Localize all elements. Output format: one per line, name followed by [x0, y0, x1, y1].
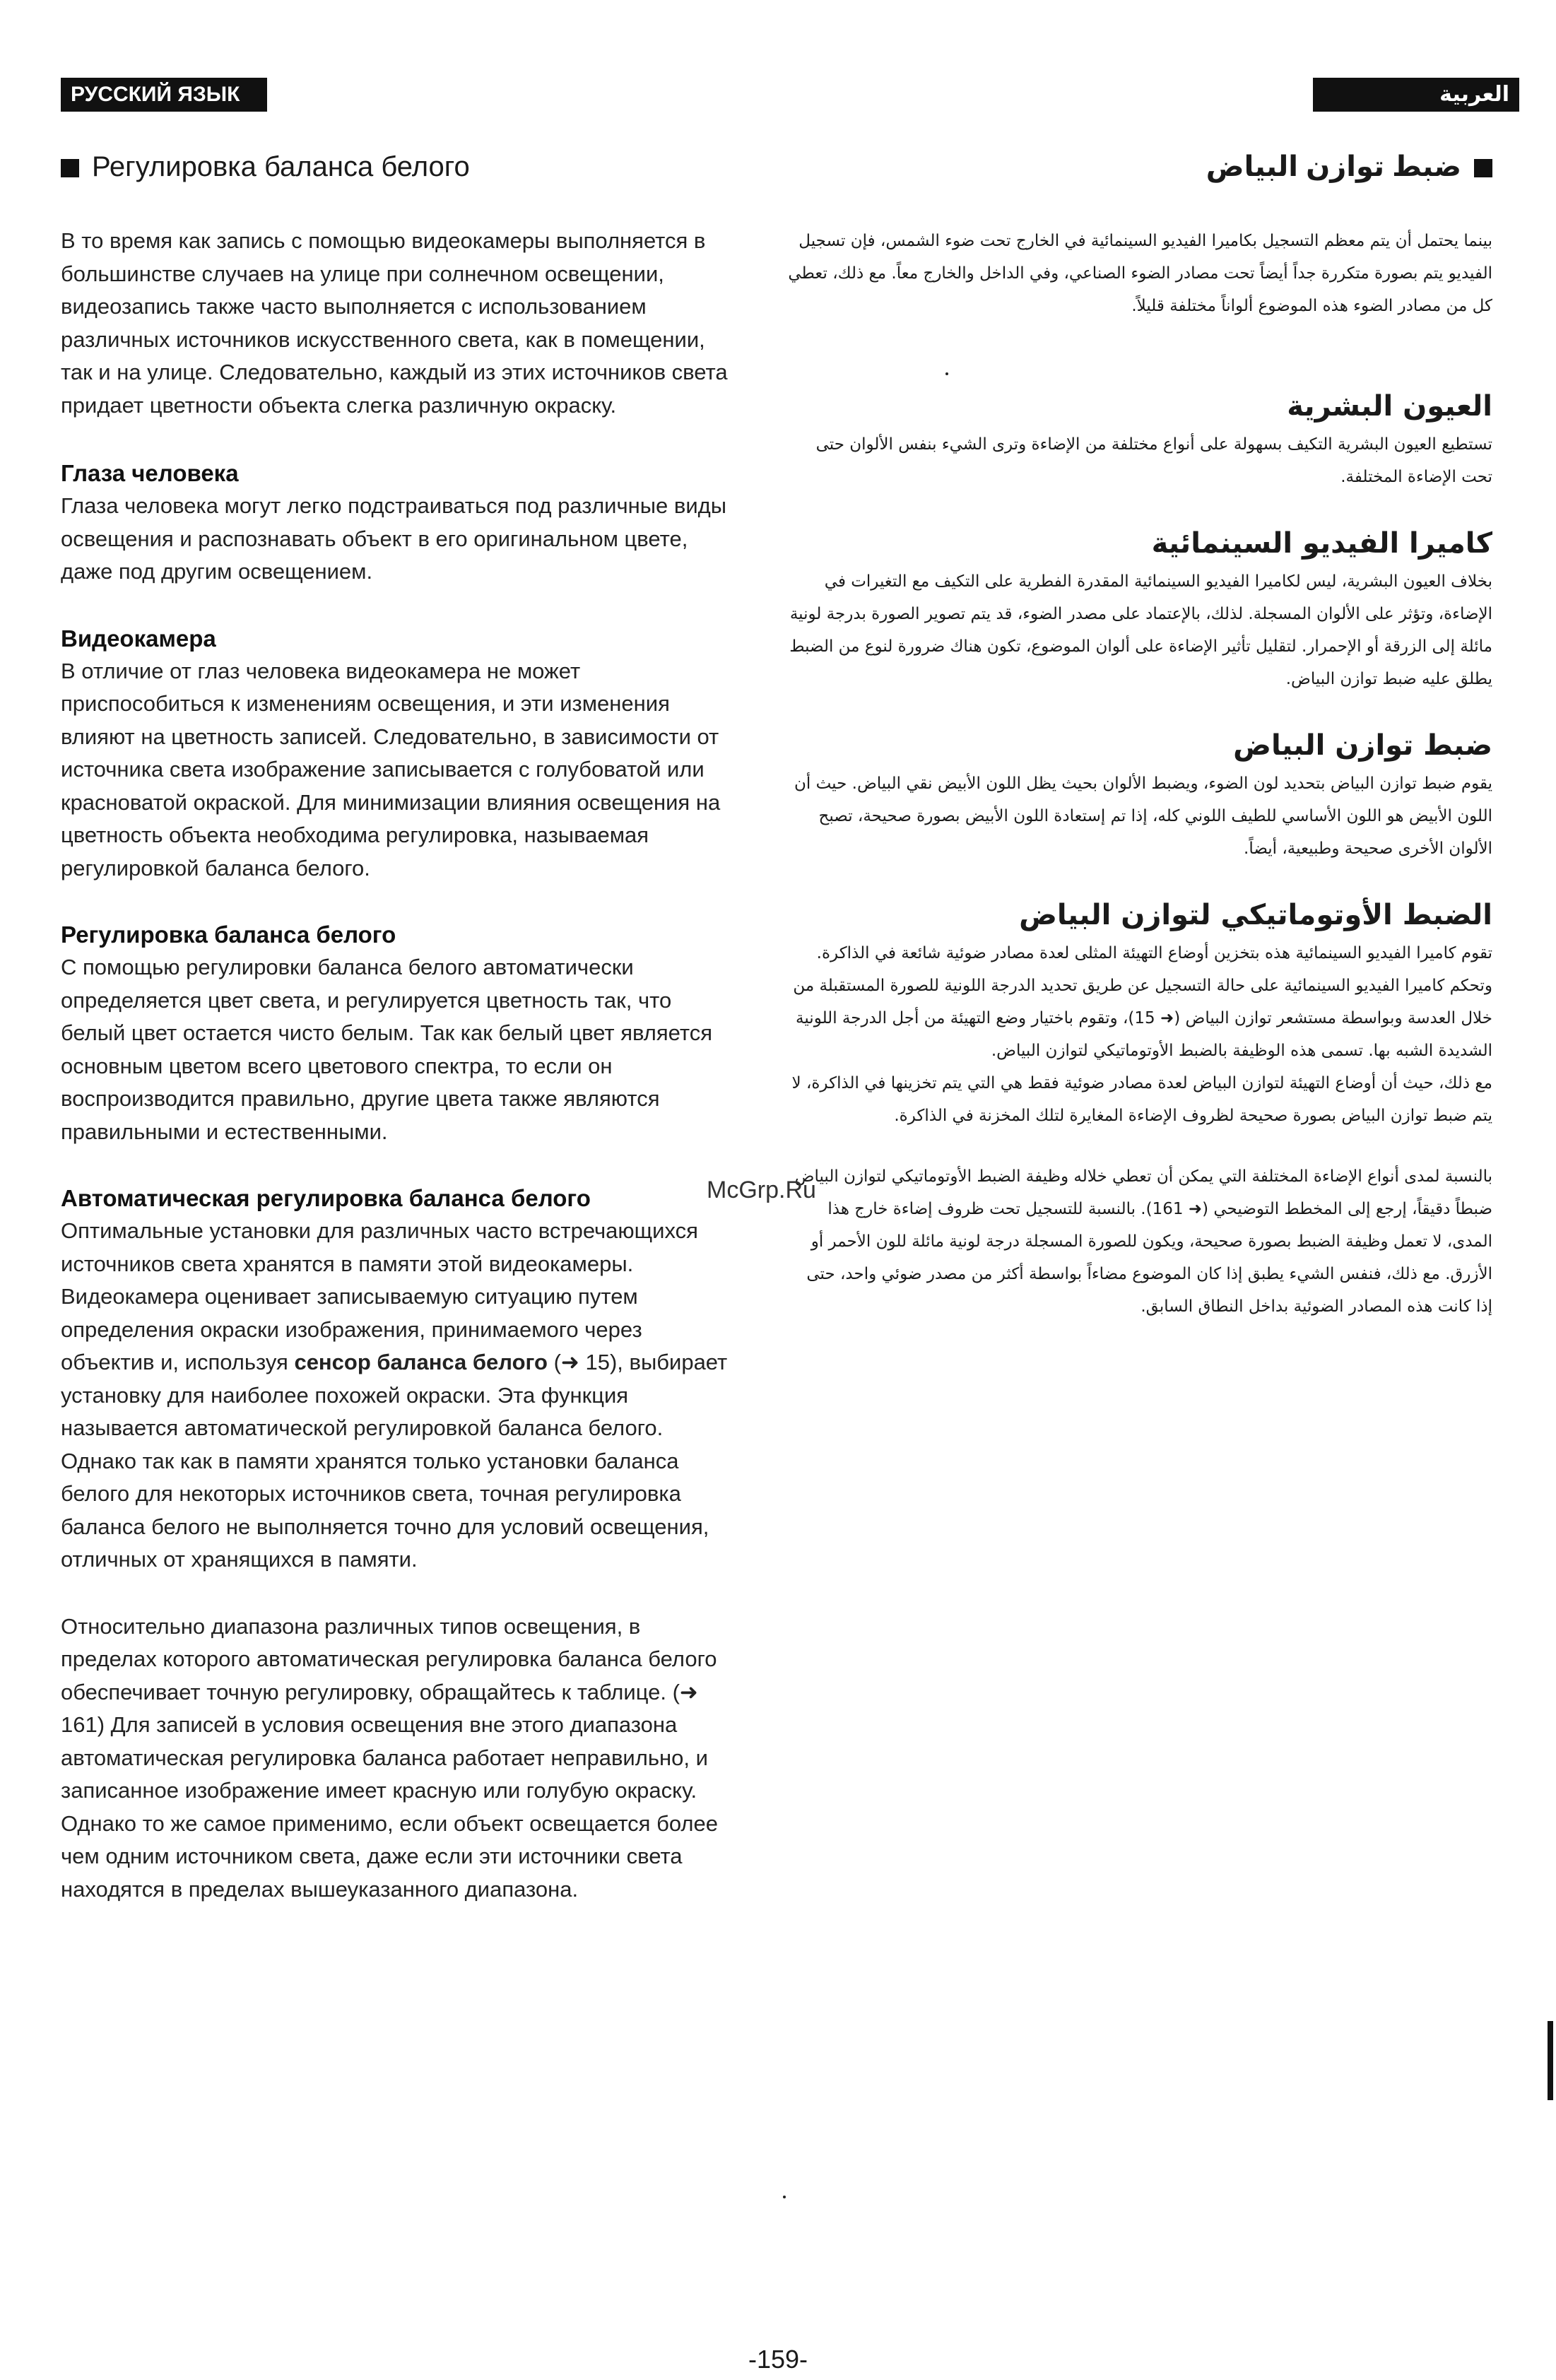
ar-camera-paragraph: بخلاف العيون البشرية، ليس لكاميرا الفيديو السينمائية المقدرة الفطرية على التكيف مع التغيرات في الإضاءة، وتؤثر على الألوان المسجلة. لذلك، بالإعتماد على مصدر الضوء، قد يتم تصوير الصورة بدرجة لونية مائلة إلى الزرقة أو الإحمرار. لتقليل تأثير الإضاءة على ألوان الموضوع، تكون هناك ضرورة لنوع من الضبط يطلق عليه ضبط توازن البياض.	[789, 572, 1492, 688]
ru-auto-sensor-term: сенсор баланса белого	[294, 1350, 548, 1374]
ru-camera-paragraph: В отличие от глаз человека видеокамера не может приспособиться к изменениям освещения, и эти изменения влияют на цветность записей. Следовательно, в зависимости от источника света изображение записывается с голубоватой или красноватой окраской. Для минимизации влияния освещения на цветность объекта необходима регулировка, называемая регулировкой баланса белого.	[61, 658, 721, 880]
ar-eye-paragraph: تستطيع العيون البشرية التكيف بسهولة على أنواع مختلفة من الإضاءة وترى الشيء بنفس الألوان حتى تحت الإضاءة المختلفة.	[815, 435, 1492, 486]
language-label-russian: РУССКИЙ ЯЗЫК	[61, 78, 267, 112]
ar-range-paragraph: بالنسبة لمدى أنواع الإضاءة المختلفة التي يمكن أن تعطي خلاله وظيفة الضبط الأوتوماتيكي لتوازن البياض ضبطاً دقيقاً، إرجع إلى المخطط التوضيحي (➜ 161). بالنسبة للتسجيل تحت ظروف إضاءة خارج هذا المدى، لا تعمل وظيفة الضبط بصورة صحيحة، ويكون للصورة المسجلة درجة لونية مائلة للون الأحمر أو الأزرق. مع ذلك، فنفس الشيء يطبق إذا كان الموضوع مضاءاً بواسطة أكثر من مصدر ضوئي واحد، حتى إذا كانت هذه المصادر الضوئية بداخل النطاق السابق.	[794, 1167, 1492, 1316]
ru-auto-paragraph	[61, 1215, 729, 1445]
ru-range-paragraph: Относительно диапазона различных типов освещения, в пределах которого автоматическая регулировка баланса белого обеспечивает точную регулировку, обращайтесь к таблице. (➜ 161) Для записей в условия освещения вне этого диапазона автоматическая регулировка баланса работает неправильно, и записанное изображение имеет красную или голубую окраску. Однако то же самое применимо, если объект освещается более чем одним источником света, даже если эти источники света находятся в пределах вышеуказанного диапазона.	[61, 1613, 718, 1902]
stray-dot	[945, 372, 948, 375]
square-bullet-icon	[1474, 159, 1492, 177]
russian-column	[61, 225, 729, 1906]
ru-auto-paragraph-2: Однако так как в памяти хранятся только установки баланса белого для некоторых источников света, точная регулировка баланса белого не выполняется точно для условий освещения, отличных от хранящихся в памяти.	[61, 1448, 709, 1572]
ru-intro-paragraph: В то время как запись с помощью видеокамеры выполняется в большинстве случаев на улице при солнечном освещении, видеозапись также часто выполняется с использованием различных источников искусственного света, как в помещении, так и на улице. Следовательно, каждый из этих источников света придает цветности объекта слегка различную окраску.	[61, 228, 728, 418]
ar-auto-paragraph-2: مع ذلك، حيث أن أوضاع التهيئة لتوازن البياض لعدة مصادر ضوئية فقط هي التي يتم تخزينها في الذاكرة، لا يتم ضبط توازن البياض بصورة صحيحة لظروف الإضاءة المغايرة لتلك المخزنة في الذاكرة.	[791, 1074, 1492, 1125]
ar-wb-heading: ضبط توازن البياض	[1233, 729, 1492, 762]
ar-eye-heading: العيون البشرية	[1287, 390, 1492, 423]
page-title-arabic	[856, 147, 1492, 187]
ru-camera-heading: Видеокамера	[61, 625, 216, 652]
ru-eye-heading: Глаза человека	[61, 460, 239, 486]
ar-auto-heading: الضبط الأوتوماتيكي لتوازن البياض	[1019, 899, 1492, 931]
square-bullet-icon	[61, 159, 79, 177]
ar-auto-paragraph: تقوم كاميرا الفيديو السينمائية هذه بتخزين أوضاع التهيئة المثلى لعدة مصادر ضوئية شائعة في الذاكرة. وتحكم كاميرا الفيديو السينمائية على حالة التسجيل عن طريق تحديد الدرجة اللونية للصورة المستقبلة من خلال العدسة وبواسطة مستشعر توازن البياض (➜ 15)، وتقوم باختيار وضع التهيئة من أجل الدرجة اللونية الشديدة الشبه بها. تسمى هذه الوظيفة بالضبط الأوتوماتيكي لتوازن البياض.	[793, 944, 1492, 1060]
ar-camera-heading: كاميرا الفيديو السينمائية	[1151, 527, 1492, 560]
page-title-russian-text: Регулировка баланса белого	[92, 151, 470, 182]
ru-wb-paragraph: С помощью регулировки баланса белого автоматически определяется цвет света, и регулируется цветность так, что белый цвет остается чисто белым. Так как белый цвет является основным цветом всего цветового спектра, то если он воспроизводится правильно, другие цвета также являются правильными и естественными.	[61, 955, 713, 1144]
page-number: -159-	[748, 2345, 808, 2374]
arabic-column	[786, 225, 1492, 1323]
watermark-text: McGrp.Ru	[707, 1177, 816, 1203]
ru-auto-heading: Автоматическая регулировка баланса белого	[61, 1185, 591, 1211]
page-title-russian	[61, 147, 732, 187]
ar-wb-paragraph: يقوم ضبط توازن البياض بتحديد لون الضوء، ويضبط الألوان بحيث يظل اللون الأبيض نقي البياض. حيث أن اللون الأبيض هو اللون الأساسي للطيف اللوني كله، إذا تم إستعادة اللون الأبيض بصورة صحيحة، تصبح الألوان الأخرى صحيحة وطبيعية، أيضاً.	[794, 774, 1492, 858]
ru-auto-text-b: (➜ 15), выбирает установку для наиболее похожей окраски. Эта функция называется автоматической регулировкой баланса белого.	[61, 1350, 728, 1440]
ar-intro-paragraph: بينما يحتمل أن يتم معظم التسجيل بكاميرا الفيديو السينمائية في الخارج تحت ضوء الشمس، فإن تسجيل الفيديو يتم بصورة متكررة جداً أيضاً تحت مصادر الضوء الصناعي، وفي الداخل والخارج معاً. مع ذلك، تعطي كل من مصادر الضوء هذه الموضوع ألواناً مختلفة قليلاً.	[788, 232, 1492, 315]
ru-wb-heading: Регулировка баланса белого	[61, 921, 396, 948]
ru-eye-paragraph: Глаза человека могут легко подстраиваться под различные виды освещения и распознавать объект в его оригинальном цвете, даже под другим освещением.	[61, 493, 727, 584]
page-title-arabic-text: ضبط توازن البياض	[1206, 151, 1461, 182]
language-label-arabic: العربية	[1313, 78, 1519, 112]
edge-marker	[1548, 2021, 1553, 2100]
ru-auto-text-a: Оптимальные установки для различных часто встречающихся источников света хранятся в памяти этой видеокамеры. Видеокамера оценивает записываемую ситуацию путем определения окраски изображения, принимаемого через объектив и, используя	[61, 1218, 698, 1374]
stray-dot	[783, 2196, 786, 2198]
